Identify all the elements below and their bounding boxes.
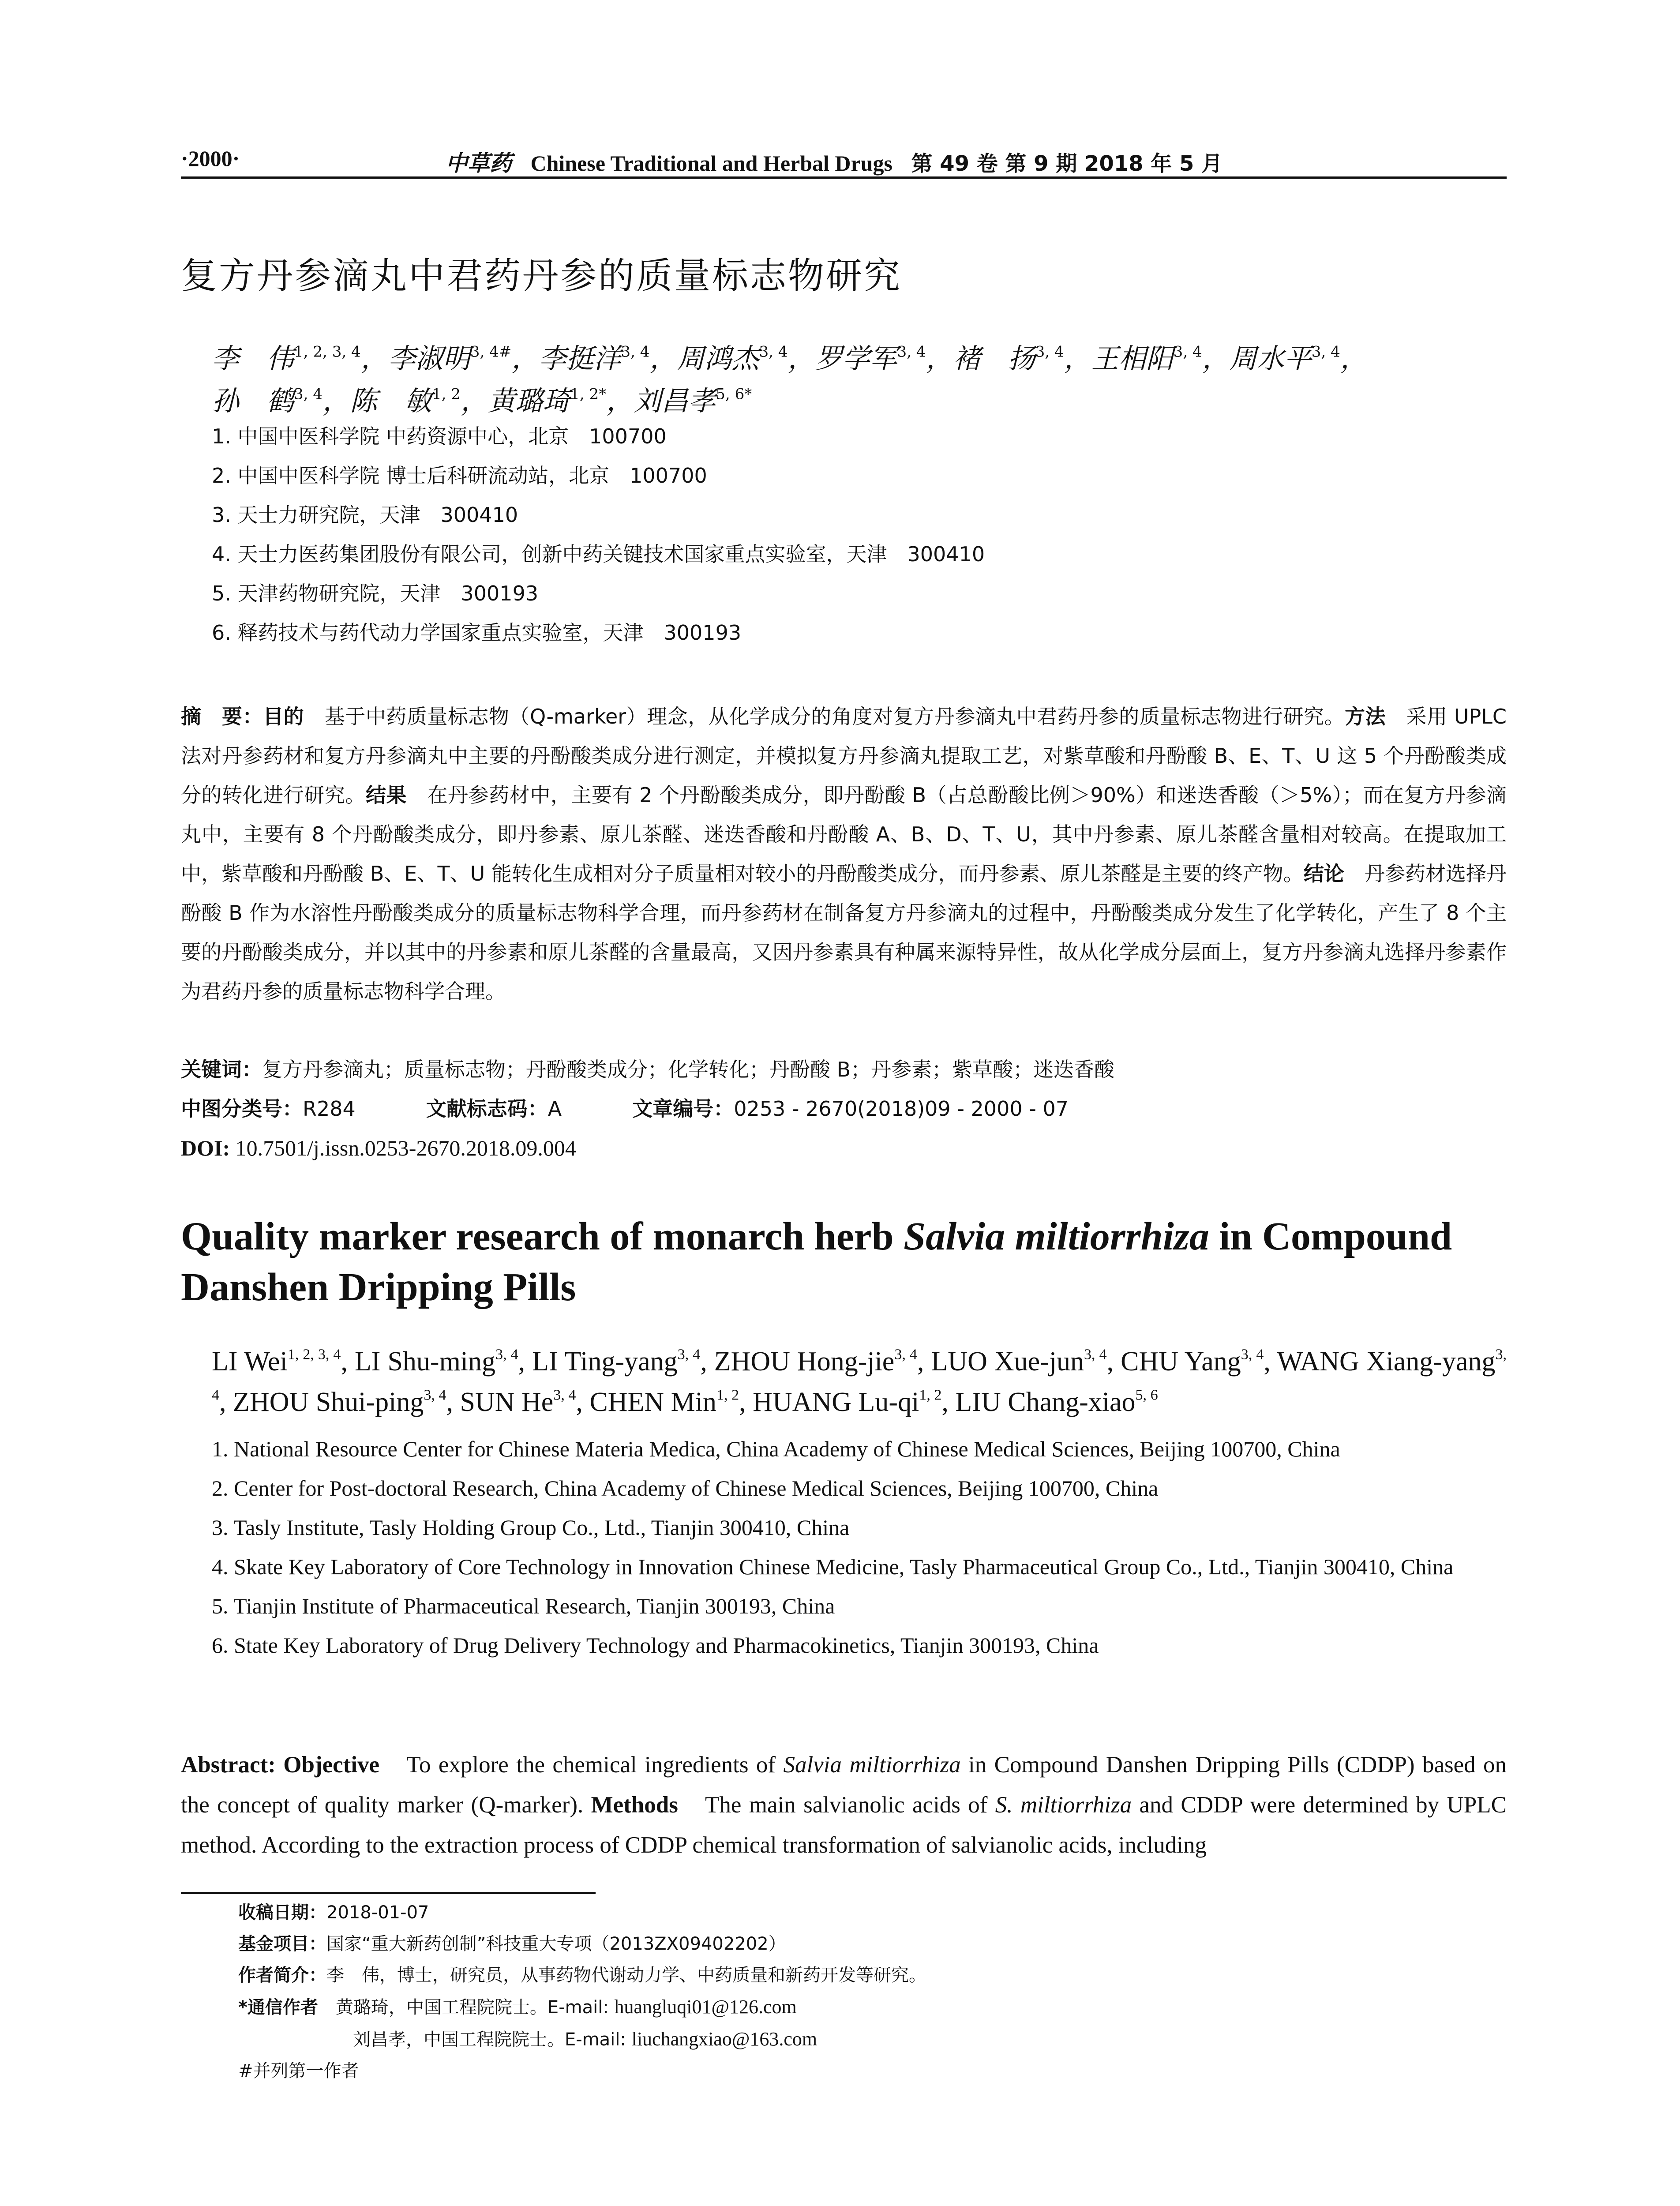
- affiliation-cn-item: 5. 天津药物研究院，天津 300193: [212, 582, 539, 605]
- keywords-value: 复方丹参滴丸；质量标志物；丹酚酸类成分；化学转化；丹酚酸 B；丹参素；紫草酸；迷迭香酸: [262, 1058, 1115, 1081]
- objective-text-en-b: in Compound Danshen Dripping Pills (CDDP) based on the concept of quality marker (Q-marker).: [181, 1752, 1507, 1818]
- keywords: [181, 1050, 1507, 1089]
- article-number-value: 0253 - 2670(2018)09 - 2000 - 07: [734, 1097, 1069, 1121]
- co-first-note: #并列第一作者: [238, 2061, 359, 2081]
- corresponding-2-email[interactable]: liuchangxiao@163.com: [631, 2028, 818, 2050]
- author-name: 李挺洋: [539, 342, 621, 375]
- conclusion-text-cn: 丹参药材选择丹酚酸 B 作为水溶性丹酚酸类成分的质量标志物科学合理，而丹参药材在制备复方丹参滴丸的过程中，丹酚酸类成分发生了化学转化，产生了 8 个主要的丹酚酸类成分，并以其中的丹参素和原儿茶醛的含量最高，又因丹参素具有种属来源特异性，故从化学成分层面上，复方丹参滴丸选择丹参素作为君药丹参的质量标志物科学合理。: [181, 862, 1507, 1003]
- author-affiliation-marker: 1, 2*: [570, 385, 607, 403]
- author-affiliation-marker: 1, 2, 3, 4: [294, 343, 361, 361]
- author-name: SUN He: [460, 1387, 554, 1417]
- author-affiliation-marker: 3, 4: [1173, 343, 1202, 361]
- affiliation-en-item: 6. State Key Laboratory of Drug Delivery Technology and Pharmacokinetics, Tianjin 300193, China: [212, 1633, 1099, 1658]
- author-name: 罗学军: [815, 342, 897, 375]
- author-name: ZHOU Hong-jie: [714, 1347, 895, 1377]
- running-header: [181, 142, 1507, 179]
- author-affiliation-marker: 5, 6*: [716, 385, 752, 403]
- fund-label: 基金项目：: [238, 1934, 326, 1954]
- affiliation-en-item: 3. Tasly Institute, Tasly Holding Group Co., Ltd., Tianjin 300410, China: [212, 1515, 850, 1540]
- title-en-part2: in Compound Danshen Dripping Pills: [181, 1215, 1452, 1309]
- authors-en: LI Wei$^{1, 2, 3, 4}$, LI Shu-ming$^{3, 4}$, LI Ting-yang$^{3, 4}$, ZHOU Hong-jie$^{3, 4}$, LUO Xue-jun$^{3, 4}$, CHU Yang$^{3, 4}$, WANG Xiang-yang$^{3, 4}$, ZHOU Shui-ping$^{3, 4}$, SUN He$^{3, 4}$, CHEN Min$^{1, 2}$, HUANG Lu-qi$^{1, 2}$, LIU Chang-xiao$^{5, 6}$: [212, 1346, 1507, 1417]
- author-name: HUANG Lu-qi: [753, 1387, 919, 1417]
- author-name: 李 伟: [212, 342, 294, 375]
- author-name: LI Shu-ming: [354, 1347, 496, 1377]
- author-affiliation-marker: 3, 4: [212, 1346, 1507, 1403]
- author-affiliation-marker: 3, 4: [553, 1387, 576, 1403]
- author-affiliation-marker: 3, 4: [495, 1346, 518, 1363]
- article-number-label: 文章编号：: [632, 1097, 734, 1121]
- author-name: ZHOU Shui-ping: [233, 1387, 424, 1417]
- corresponding-label: *通信作者: [238, 1997, 318, 2018]
- author-affiliation-marker: 3, 4: [894, 1346, 917, 1363]
- author-name: LI Wei: [212, 1347, 288, 1377]
- author-affiliation-marker: 3, 4: [424, 1387, 446, 1403]
- fund: [238, 1928, 1509, 1960]
- methods-label-en: Methods: [591, 1792, 678, 1818]
- author-affiliation-marker: 3, 4: [294, 385, 323, 403]
- author-affiliation-marker: 1, 2: [432, 385, 461, 403]
- bio-label: 作者简介：: [238, 1965, 326, 1985]
- volume-issue: 第 49 卷 第 9 期 2018 年 5 月: [911, 151, 1223, 176]
- footnote-divider: [181, 1892, 596, 1894]
- author-affiliation-marker: 3, 4: [759, 343, 788, 361]
- author-name: 褚 扬: [953, 342, 1035, 375]
- methods-text-en-a: The main salvianolic acids of: [678, 1792, 995, 1818]
- affiliations-cn: [212, 417, 1509, 653]
- keywords-label: 关键词：: [181, 1058, 262, 1081]
- page-number: ·2000·: [181, 146, 240, 171]
- affiliation-cn-item: 4. 天士力医药集团股份有限公司，创新中药关键技术国家重点实验室，天津 300410: [212, 542, 985, 566]
- author-affiliation-marker: 1, 2, 3, 4: [287, 1346, 341, 1363]
- author-affiliation-marker: 5, 6: [1135, 1387, 1158, 1403]
- author-name: 周水平: [1229, 342, 1312, 375]
- author-name: LIU Chang-xiao: [955, 1387, 1136, 1417]
- abstract-en: [181, 1745, 1507, 1865]
- objective-text-en-species: Salvia miltiorrhiza: [783, 1752, 961, 1778]
- objective-label-cn: 目的: [263, 705, 304, 728]
- doi: [181, 1129, 1507, 1168]
- affiliation-en-item: 4. Skate Key Laboratory of Core Technology in Innovation Chinese Medicine, Tasly Pharmaceutical Group Co., Ltd., Tianjin 300410, China: [212, 1554, 1454, 1579]
- affiliation-en-item: 2. Center for Post-doctoral Research, China Academy of Chinese Medical Sciences, Beijing 100700, China: [212, 1476, 1159, 1501]
- methods-label-cn: 方法: [1345, 705, 1386, 728]
- corresponding-author-2: [238, 2023, 1509, 2056]
- objective-label-en: Objective: [283, 1752, 380, 1778]
- author-name: 陈 敏: [350, 385, 432, 417]
- author-name: 王相阳: [1091, 342, 1174, 375]
- doi-value[interactable]: 10.7501/j.issn.0253-2670.2018.09.004: [235, 1136, 576, 1160]
- author-name: LI Ting-yang: [532, 1347, 678, 1377]
- affiliation-cn-item: 2. 中国中医科学院 博士后科研流动站，北京 100700: [212, 464, 707, 488]
- affiliation-en-item: 1. National Resource Center for Chinese Materia Medica, China Academy of Chinese Medical Sciences, Beijing 100700, China: [212, 1437, 1340, 1461]
- bio-value: 李 伟，博士，研究员，从事药物代谢动力学、中药质量和新药开发等研究。: [326, 1965, 926, 1985]
- author-name: 周鸿杰: [677, 342, 759, 375]
- affiliation-en-item: 5. Tianjin Institute of Pharmaceutical Research, Tianjin 300193, China: [212, 1594, 835, 1618]
- author-name: CHU Yang: [1121, 1347, 1241, 1377]
- author-name: 黄璐琦: [488, 385, 570, 417]
- doc-code-value: A: [548, 1097, 562, 1121]
- author-affiliation-marker: 3, 4: [677, 1346, 701, 1363]
- doc-code-label: 文献标志码：: [426, 1097, 548, 1121]
- affiliation-cn-item: 1. 中国中医科学院 中药资源中心，北京 100700: [212, 424, 667, 448]
- author-affiliation-marker: 3, 4: [1311, 343, 1340, 361]
- author-name: 李淑明: [388, 342, 470, 375]
- affiliations-en: [212, 1429, 1507, 1665]
- author-affiliation-marker: 3, 4#: [470, 343, 512, 361]
- methods-text-en-species: S. miltiorrhiza: [995, 1792, 1132, 1818]
- title-cn: 复方丹参滴丸中君药丹参的质量标志物研究: [181, 255, 902, 297]
- affiliation-cn-item: 3. 天士力研究院，天津 300410: [212, 503, 518, 527]
- author-affiliation-marker: 3, 4: [1035, 343, 1064, 361]
- methods-text-cn: 采用 UPLC 法对丹参药材和复方丹参滴丸中主要的丹酚酸类成分进行测定，并模拟复方丹参滴丸提取工艺，对紫草酸和丹酚酸 B、E、T、U 这 5 个丹酚酸类成分的转化进行研究。: [181, 705, 1507, 807]
- objective-text-cn: 基于中药质量标志物（Q-marker）理念，从化学成分的角度对复方丹参滴丸中君药丹参的质量标志物进行研究。: [304, 705, 1345, 728]
- abstract-en-label: Abstract:: [181, 1752, 276, 1778]
- journal-name-cn: 中草药: [446, 150, 512, 176]
- author-name: LUO Xue-jun: [931, 1347, 1084, 1377]
- corresponding-1-text: 黄璐琦，中国工程院院士。E-mail:: [318, 1997, 615, 2018]
- author-affiliation-marker: 1, 2: [919, 1387, 942, 1403]
- corresponding-2-text: 刘昌孝，中国工程院院士。E-mail:: [353, 2030, 632, 2050]
- title-en-part1: Quality marker research of monarch herb: [181, 1215, 904, 1258]
- classification: [181, 1089, 1507, 1129]
- author-affiliation-marker: 3, 4: [1241, 1346, 1264, 1363]
- doi-label: DOI:: [181, 1136, 230, 1160]
- clc-label: 中图分类号：: [181, 1097, 303, 1121]
- received-label: 收稿日期：: [238, 1902, 326, 1923]
- abstract-cn-label: 摘 要：: [181, 705, 263, 728]
- affiliation-cn-item: 6. 释药技术与药代动力学国家重点实验室，天津 300193: [212, 621, 742, 645]
- journal-name-en: Chinese Traditional and Herbal Drugs: [530, 151, 892, 176]
- author-name: 孙 鹤: [212, 385, 294, 417]
- abstract-cn: [181, 697, 1507, 1011]
- author-bio: [238, 1960, 1509, 1991]
- received-value: 2018-01-07: [326, 1902, 429, 1923]
- author-affiliation-marker: 3, 4: [1084, 1346, 1107, 1363]
- results-text-cn: 在丹参药材中，主要有 2 个丹酚酸类成分，即丹酚酸 B（占总酚酸比例＞90%）和迷迭香酸（＞5%）；而在复方丹参滴丸中，主要有 8 个丹酚酸类成分，即丹参素、原儿茶醛、迷迭香酸和丹酚酸 A、B、D、T、U，其中丹参素、原儿茶醛含量相对较高。在提取加工中，紫草酸和丹酚酸 B、E、T、U 能转化生成相对分子质量相对较小的丹酚酸类成分，而丹参素、原儿茶醛是主要的终产物。: [181, 783, 1507, 885]
- results-label-cn: 结果: [365, 783, 407, 807]
- title-en-species: Salvia miltiorrhiza: [904, 1215, 1209, 1258]
- authors-cn: 李 伟$^{1, 2, 3, 4}$，李淑明$^{3, 4\#}$，李挺洋$^{3, 4}$，周鸿杰$^{3, 4}$，罗学军$^{3, 4}$，褚 扬$^{3, 4}$，王相阳$^{3, 4}$，周水平$^{3, 4}$， 孙 鹤$^{3, 4}$，陈 敏$^{1, 2}$，黄璐琦$^{1, 2*}$，刘昌孝$^{5, 6*}$: [212, 342, 1368, 417]
- clc-value: R284: [303, 1097, 356, 1121]
- methods-text-en-b: and CDDP were determined by UPLC method. According to the extraction process of CDDP chemical transformation of salvianolic acids, including: [181, 1792, 1507, 1858]
- received-date: [238, 1897, 1509, 1928]
- corresponding-1-email[interactable]: huangluqi01@126.com: [614, 1996, 797, 2018]
- journal-name: [446, 146, 1222, 177]
- author-affiliation-marker: 3, 4: [897, 343, 926, 361]
- author-name: CHEN Min: [589, 1387, 717, 1417]
- author-name: WANG Xiang-yang: [1277, 1347, 1496, 1377]
- author-affiliation-marker: 1, 2: [716, 1387, 739, 1403]
- author-name: 刘昌孝: [634, 385, 716, 417]
- author-affiliation-marker: 3, 4: [621, 343, 650, 361]
- corresponding-author-1: [238, 1991, 1509, 2023]
- conclusion-label-cn: 结论: [1303, 862, 1344, 885]
- title-en: [181, 1211, 1507, 1313]
- footnotes: [238, 1897, 1509, 2087]
- fund-value: 国家“重大新药创制”科技重大专项（2013ZX09402202）: [326, 1934, 786, 1954]
- objective-text-en-a: To explore the chemical ingredients of: [379, 1752, 784, 1778]
